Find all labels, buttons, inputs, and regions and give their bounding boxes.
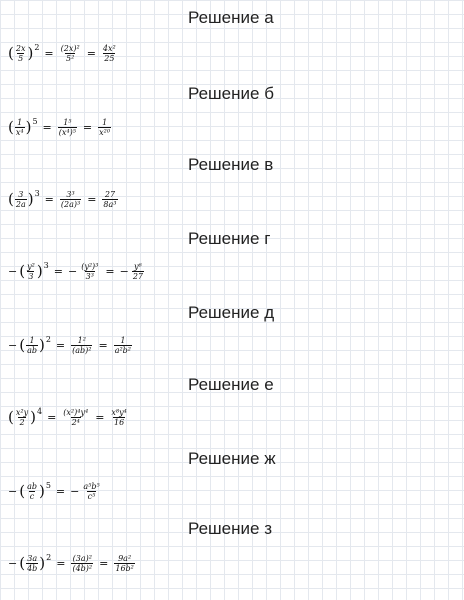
open-paren: ( (19, 554, 26, 572)
minus-sign: − (67, 265, 78, 278)
denominator: x⁴ (15, 128, 24, 137)
equation-g (8, 262, 145, 281)
equals-sign: = (47, 411, 57, 424)
denominator: 3 (28, 272, 34, 281)
denominator: x²⁰ (99, 128, 111, 137)
denominator: c (29, 492, 35, 501)
equals-sign: = (86, 47, 96, 60)
equation-b (8, 118, 112, 137)
denominator: 2 (19, 418, 25, 427)
fraction (60, 44, 81, 63)
denominator: (4b)² (72, 564, 93, 573)
numerator: 9a² (118, 554, 132, 563)
minus-sign: − (119, 265, 129, 278)
close-paren: ) (38, 482, 45, 500)
fraction (62, 408, 89, 427)
denominator: 8a³ (103, 200, 117, 209)
denominator: (x⁴)⁵ (58, 128, 76, 137)
equation-v (8, 190, 119, 209)
open-paren: ( (8, 118, 14, 136)
exponent: 2 (46, 553, 52, 562)
close-paren: ) (39, 554, 46, 572)
exponent: 2 (34, 43, 40, 52)
denominator: 2a (15, 200, 26, 209)
fraction (15, 408, 29, 427)
numerator: 2x (15, 44, 26, 53)
numerator: 1 (102, 118, 108, 127)
fraction (82, 482, 100, 501)
denominator: ab (27, 346, 37, 355)
numerator: x⁸y⁴ (111, 408, 127, 417)
close-paren: ) (30, 408, 36, 426)
denominator: 4b (27, 564, 38, 573)
close-paren: ) (27, 190, 34, 208)
fraction (15, 44, 27, 63)
close-paren: ) (38, 336, 45, 354)
exponent: 5 (32, 117, 38, 126)
denominator: (ab)² (72, 346, 92, 355)
equals-sign: = (53, 265, 63, 278)
numerator: (x²)⁴y⁴ (63, 408, 89, 417)
solution-title-a: Решение а (188, 8, 274, 27)
solution-title-d: Решение д (188, 303, 275, 322)
numerator: 1 (17, 118, 23, 127)
fraction (26, 554, 38, 573)
equals-sign: = (105, 265, 115, 278)
close-paren: ) (36, 262, 43, 280)
numerator: 1 (120, 336, 126, 345)
exponent: 3 (43, 261, 49, 270)
numerator: (2x)² (60, 44, 80, 53)
numerator: (y²)³ (81, 262, 99, 271)
fraction (71, 554, 93, 573)
solution-title-g: Решение г (188, 229, 271, 248)
denominator: 16 (114, 418, 125, 427)
numerator: 1⁵ (63, 118, 72, 127)
open-paren: ( (19, 336, 26, 354)
numerator: y⁶ (134, 262, 142, 271)
exponent: 3 (34, 189, 40, 198)
open-paren: ( (19, 262, 26, 280)
minus-sign: − (8, 557, 18, 570)
fraction (58, 118, 77, 137)
denominator: a²b² (114, 346, 132, 355)
numerator: 3 (18, 190, 24, 199)
equals-sign: = (82, 121, 93, 134)
numerator: 27 (104, 190, 116, 199)
numerator: 1 (29, 336, 35, 345)
open-paren: ( (19, 482, 26, 500)
close-paren: ) (27, 44, 34, 62)
solution-title-zh: Решение ж (188, 449, 276, 468)
fraction (80, 262, 99, 281)
numerator: 3a (27, 554, 38, 563)
denominator: 5 (18, 54, 24, 63)
numerator: 4x² (102, 44, 116, 53)
fraction (60, 190, 81, 209)
numerator: y² (27, 262, 35, 271)
denominator: 25 (104, 54, 115, 63)
fraction (98, 118, 111, 137)
solution-title-z: Решение з (188, 519, 272, 538)
equation-d (8, 336, 133, 355)
fraction (71, 336, 92, 355)
equals-sign: = (56, 557, 66, 570)
close-paren: ) (25, 118, 32, 136)
exponent: 4 (36, 407, 43, 416)
numerator: (3a)² (72, 554, 92, 563)
denominator: 2⁴ (71, 418, 80, 427)
fraction (26, 336, 38, 355)
exponent: 2 (45, 335, 51, 344)
minus-sign: − (8, 339, 18, 352)
fraction (102, 190, 117, 209)
equation-a (8, 44, 118, 63)
open-paren: ( (8, 190, 14, 208)
denominator: c⁵ (87, 492, 96, 501)
equals-sign: = (55, 485, 66, 498)
denominator: 16b² (115, 564, 134, 573)
solution-title-v: Решение в (188, 155, 274, 174)
equation-e (8, 408, 129, 427)
equals-sign: = (44, 193, 54, 206)
numerator: 3³ (66, 190, 75, 199)
solution-title-e: Решение е (188, 375, 274, 394)
minus-sign: − (8, 485, 18, 498)
numerator: ab (27, 482, 37, 491)
equals-sign: = (95, 411, 105, 424)
equals-sign: = (44, 47, 54, 60)
fraction (102, 44, 117, 63)
numerator: x²y (15, 408, 29, 417)
equals-sign: = (99, 557, 109, 570)
numerator: a⁵b⁵ (83, 482, 100, 491)
denominator: 3³ (85, 272, 94, 281)
minus-sign: − (8, 265, 18, 278)
equation-zh (8, 482, 102, 501)
denominator: (2a)³ (60, 200, 81, 209)
equals-sign: = (42, 121, 52, 134)
fraction (114, 336, 132, 355)
equals-sign: = (87, 193, 97, 206)
fraction (26, 262, 36, 281)
equation-z (8, 554, 136, 573)
exponent: 5 (45, 481, 51, 490)
open-paren: ( (8, 44, 14, 62)
fraction (26, 482, 38, 501)
fraction (15, 190, 27, 209)
equals-sign: = (98, 339, 108, 352)
fraction (114, 554, 135, 573)
fraction (110, 408, 127, 427)
denominator: 27 (132, 272, 144, 281)
open-paren: ( (8, 408, 14, 426)
numerator: 1² (77, 336, 86, 345)
solution-title-b: Решение б (188, 84, 274, 103)
denominator: 5² (66, 54, 75, 63)
minus-sign: − (70, 485, 80, 498)
fraction (132, 262, 144, 281)
equals-sign: = (55, 339, 66, 352)
fraction (15, 118, 25, 137)
